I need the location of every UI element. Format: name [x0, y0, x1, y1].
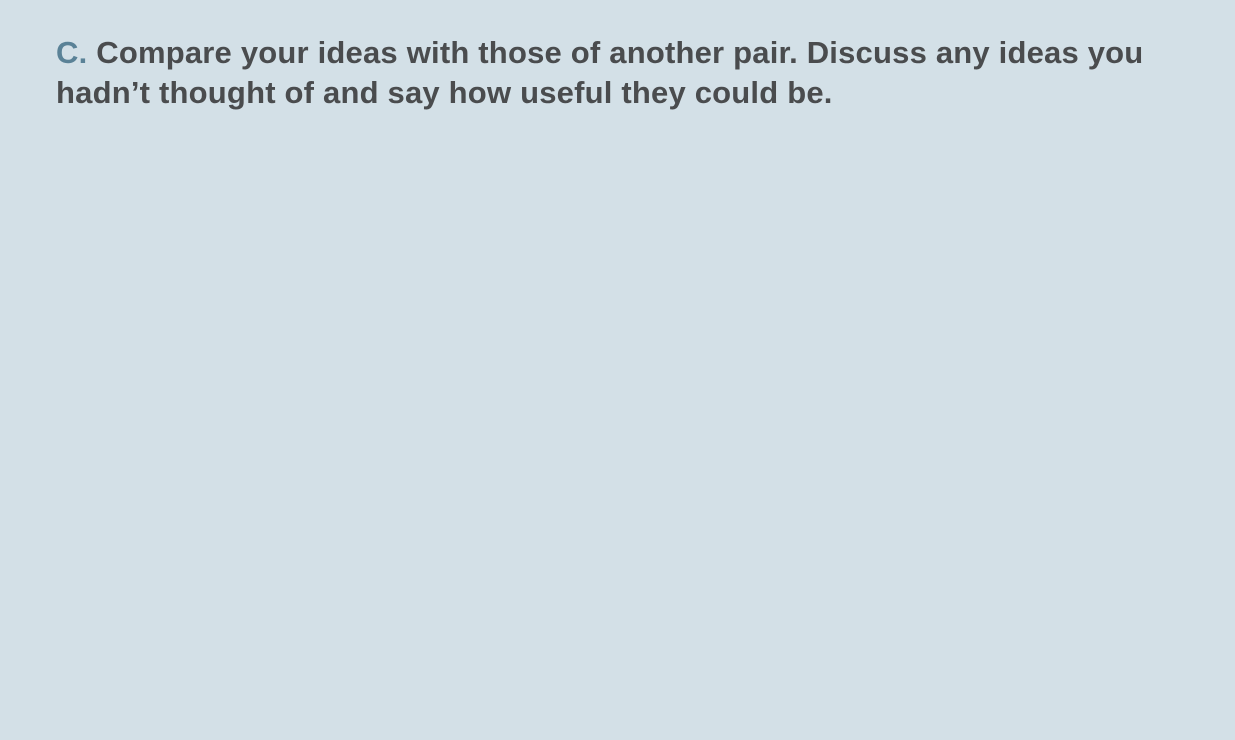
- instruction-text: Compare your ideas with those of another pair. Discuss any ideas you hadn’t thought of and say how useful they could be.: [56, 35, 1144, 110]
- instruction-block: [56, 33, 1196, 113]
- task-marker: C.: [56, 35, 88, 70]
